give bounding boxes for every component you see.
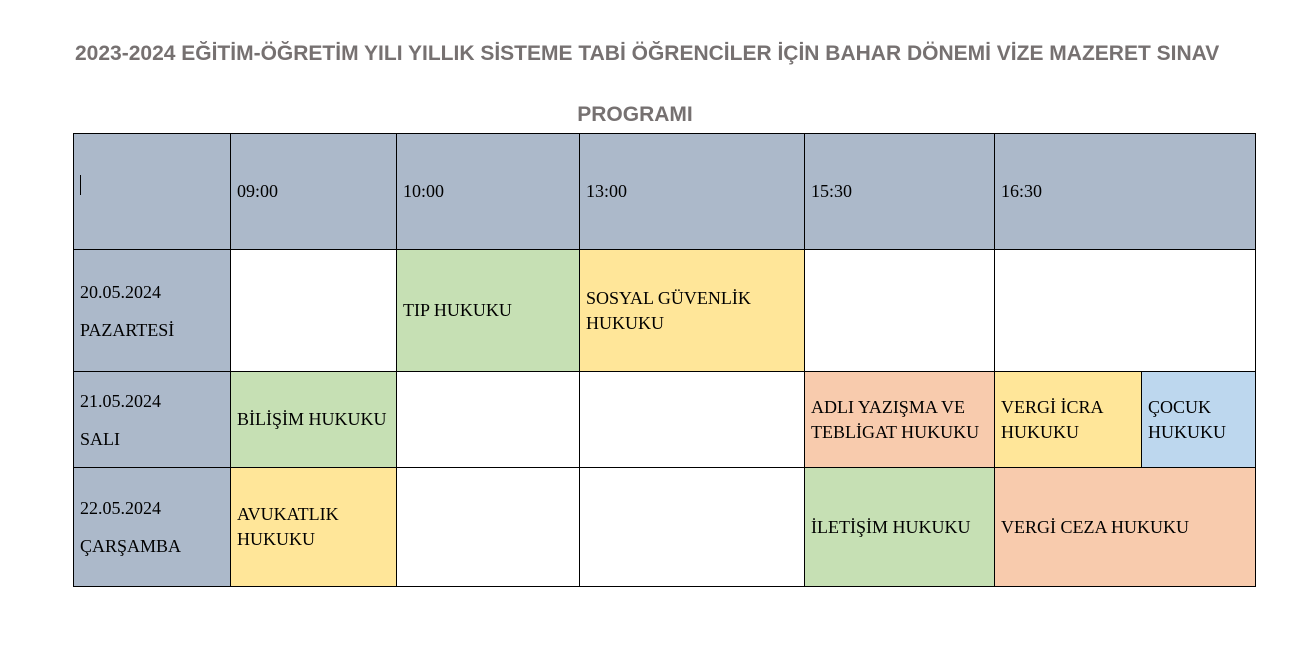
- text-cursor: [80, 175, 81, 195]
- exam-cell: [231, 250, 397, 372]
- time-header: 13:00: [580, 134, 805, 250]
- weekday-label: ÇARŞAMBA: [80, 536, 182, 556]
- time-header: 15:30: [805, 134, 995, 250]
- exam-cell: [995, 250, 1256, 372]
- exam-cell: [580, 468, 805, 587]
- date-label: 22.05.2024: [80, 498, 161, 518]
- exam-cell: İLETİŞİM HUKUKU: [805, 468, 995, 587]
- time-header: 09:00: [231, 134, 397, 250]
- table-row: [74, 372, 1256, 468]
- day-cell: [74, 468, 231, 587]
- exam-cell: ADLI YAZIŞMA VE TEBLİGAT HUKUKU: [805, 372, 995, 468]
- exam-cell: ÇOCUK HUKUKU: [1142, 372, 1256, 468]
- header-row: [74, 134, 1256, 250]
- weekday-label: PAZARTESİ: [80, 319, 175, 340]
- exam-cell: [397, 468, 580, 587]
- day-cell: [74, 250, 231, 372]
- exam-cell: [805, 250, 995, 372]
- document-title: 2023-2024 EĞİTİM-ÖĞRETİM YILI YILLIK SİSTEME TABİ ÖĞRENCİLER İÇİN BAHAR DÖNEMİ VİZE MAZERET SINAV: [75, 42, 1220, 65]
- time-header: 10:00: [397, 134, 580, 250]
- document-subtitle: PROGRAMI: [577, 103, 693, 126]
- corner-cell: [74, 134, 231, 250]
- exam-cell: [397, 372, 580, 468]
- exam-cell: TIP HUKUKU: [397, 250, 580, 372]
- exam-cell: [580, 372, 805, 468]
- weekday-label: SALI: [80, 428, 120, 449]
- day-cell: [74, 372, 231, 468]
- exam-schedule-table: [73, 133, 1256, 587]
- exam-cell: AVUKATLIK HUKUKU: [231, 468, 397, 587]
- table-row: [74, 250, 1256, 372]
- date-label: 21.05.2024: [80, 390, 161, 411]
- time-header: 16:30: [995, 134, 1256, 250]
- exam-cell: VERGİ CEZA HUKUKU: [995, 468, 1256, 587]
- table-row: [74, 468, 1256, 587]
- date-label: 20.05.2024: [80, 281, 161, 302]
- exam-cell: VERGİ İCRA HUKUKU: [995, 372, 1142, 468]
- exam-cell: BİLİŞİM HUKUKU: [231, 372, 397, 468]
- exam-cell: SOSYAL GÜVENLİK HUKUKU: [580, 250, 805, 372]
